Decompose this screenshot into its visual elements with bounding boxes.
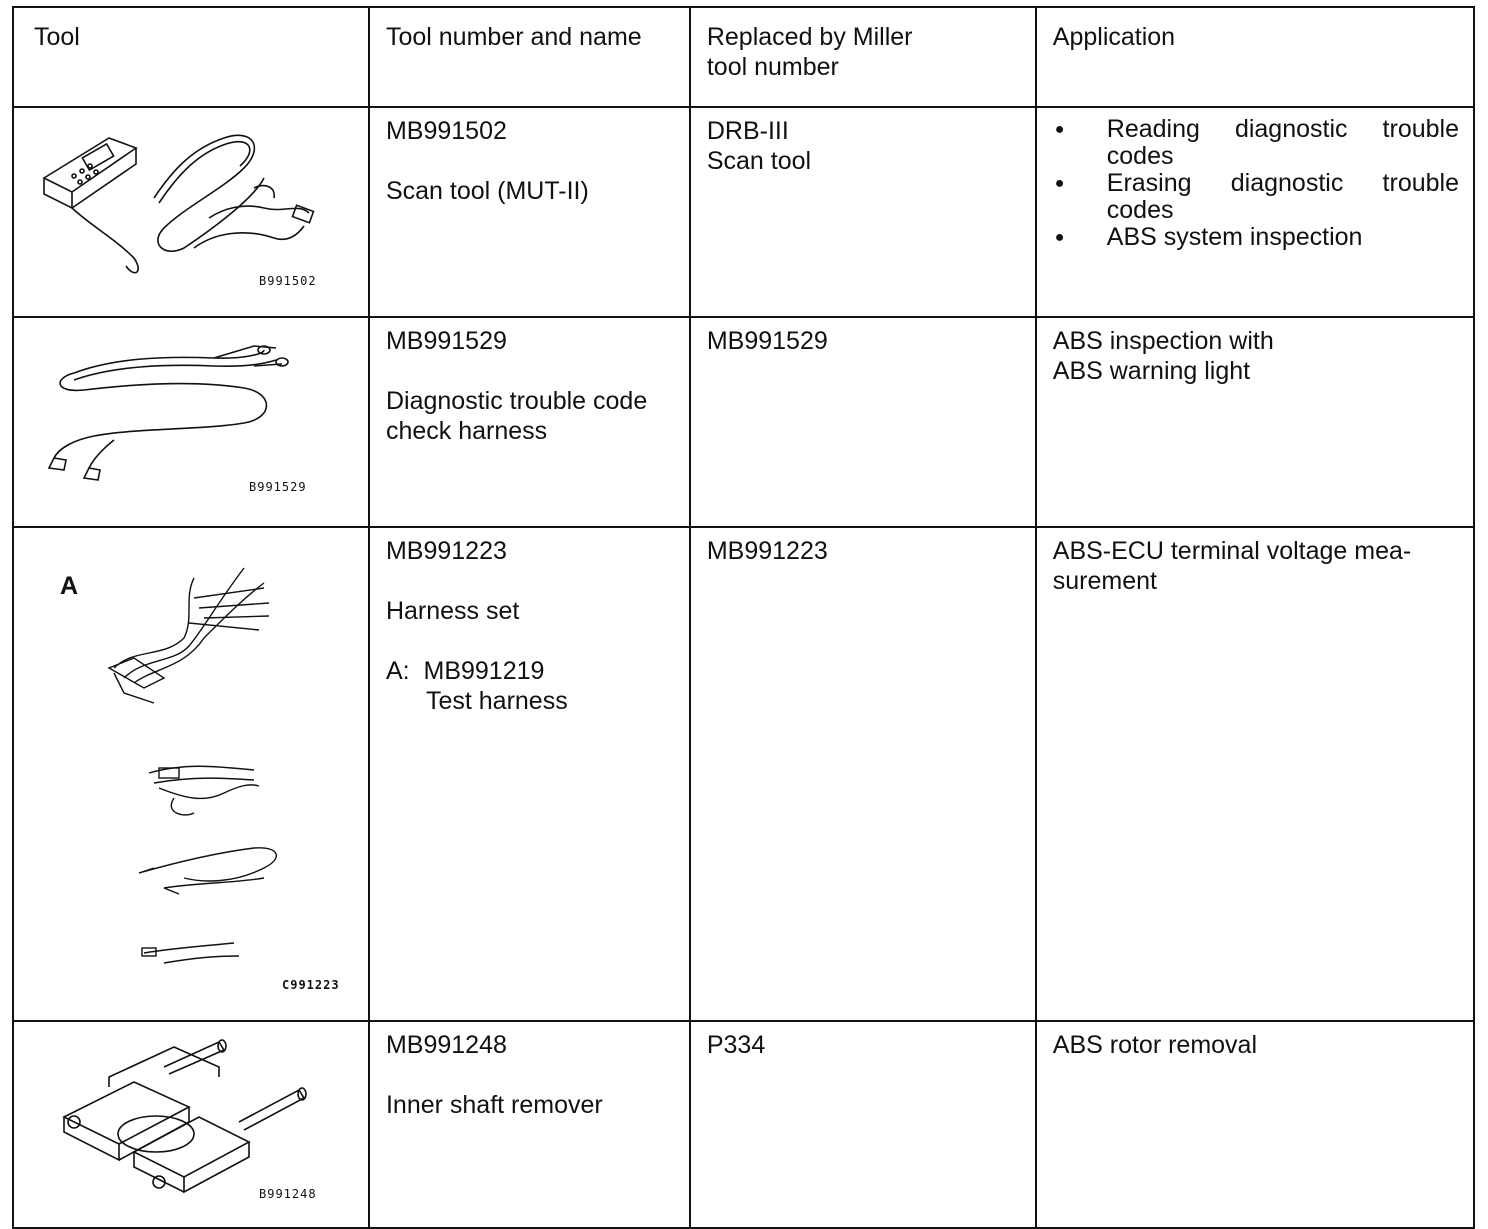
tool-illustration-cell [13,107,369,317]
list-item: ● Reading diagnostic trouble codes [1053,116,1459,170]
figure-code: B991248 [259,1187,317,1201]
tool-number-name-cell [369,1021,690,1228]
miller-number-cell [690,317,1036,527]
tool-number-name-cell [369,107,690,317]
header-miller-number: Replaced by Miller tool number [690,7,1036,107]
figure-code: C991223 [282,978,340,992]
miller-number: P334 [706,1031,766,1059]
miller-number: DRB-III [706,117,789,145]
tool-illustration-cell [13,1021,369,1228]
application-text: ABS warning light [1052,357,1251,385]
miller-number-cell [690,107,1036,317]
tool-illustration-cell [13,317,369,527]
special-tools-table [12,6,1475,1229]
tool-number: MB991529 [385,327,507,355]
sub-tool: A: MB991219 Test harness [386,656,675,716]
tool-number-name-cell [369,527,690,1021]
list-item: ● Erasing diagnostic trouble codes [1053,170,1459,224]
miller-number: MB991529 [706,327,828,355]
figure-letter: A [60,572,79,600]
tool-name: Diagnostic trouble code check harness [385,387,648,445]
tool-number-name-cell [369,317,690,527]
table-row [13,527,1474,1021]
miller-number-cell [690,527,1036,1021]
figure-code: B991502 [259,274,317,288]
application-text: ABS-ECU terminal voltage mea- [1052,537,1412,565]
application-cell [1036,317,1474,527]
application-text: ABS rotor removal [1052,1031,1258,1059]
tool-number: MB991248 [385,1031,507,1059]
table-row [13,317,1474,527]
table-row [13,1021,1474,1228]
tool-number: MB991223 [385,537,507,565]
sub-tool-number: MB991219 [423,657,545,685]
header-tool: Tool [13,7,369,107]
application-text: ABS inspection with [1052,327,1274,355]
miller-number-cell [690,1021,1036,1228]
application-cell [1036,1021,1474,1228]
tool-number: MB991502 [385,117,507,145]
table-header-row [13,7,1474,107]
application-cell [1036,107,1474,317]
table-row [13,107,1474,317]
application-text: surement [1052,567,1157,595]
tool-illustration-cell [13,527,369,1021]
tool-name: Harness set [385,597,520,625]
miller-name: Scan tool [706,147,812,175]
list-item: ● ABS system inspection [1053,224,1459,251]
figure-code: B991529 [249,480,307,494]
tool-name: Scan tool (MUT-II) [385,177,589,205]
header-tool-number-name: Tool number and name [369,7,690,107]
sub-tool-name: Test harness [425,687,568,715]
header-application: Application [1036,7,1474,107]
application-list [1053,116,1459,251]
application-cell [1036,527,1474,1021]
miller-number: MB991223 [706,537,828,565]
check-harness-illustration [14,318,369,518]
tool-name: Inner shaft remover [385,1091,603,1119]
